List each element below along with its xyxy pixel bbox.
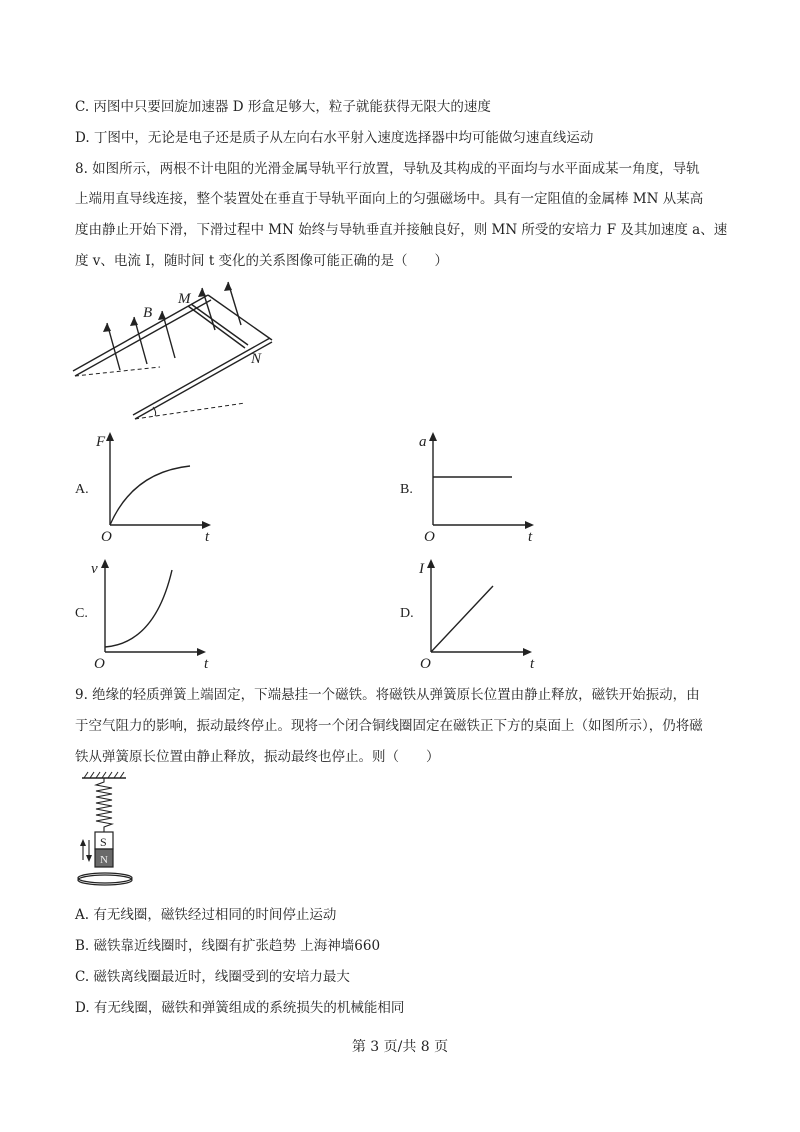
q8-option-d-graph	[416, 555, 546, 670]
q9-stem-line-1: 9. 绝缘的轻质弹簧上端固定，下端悬挂一个磁铁。将磁铁从弹簧原长位置由静止释放，磁铁开始振动，由	[75, 687, 700, 703]
magnet-label-s: S	[100, 835, 107, 849]
q8-stem-line-1: 8. 如图所示，两根不计电阻的光滑金属导轨平行放置，导轨及其构成的平面均与水平面成某一角度，导轨	[75, 161, 700, 177]
q8-stem-line-3: 度由静止开始下滑，下滑过程中 MN 始终与导轨垂直并接触良好，则 MN 所受的安培力 F 及其加速度 a、速	[75, 222, 728, 238]
x-axis-label: t	[530, 656, 535, 672]
q9-stem-line-3: 铁从弹簧原长位置由静止释放，振动最终也停止。则（ ）	[75, 749, 440, 765]
origin-label: O	[94, 656, 105, 672]
q8-stem-line-4: 度 v、电流 I，随时间 t 变化的关系图像可能正确的是（ ）	[75, 253, 449, 269]
q7-option-d: D. 丁图中，无论是电子还是质子从左向右水平射入速度选择器中均可能做匀速直线运动	[75, 130, 594, 146]
q8-option-b-graph	[418, 428, 548, 543]
y-axis-label: v	[91, 561, 98, 577]
q9-spring-magnet-figure	[70, 772, 140, 892]
field-label-b: B	[143, 305, 153, 321]
q8-option-a-graph	[95, 428, 225, 543]
q9-option-a: A. 有无线圈，磁铁经过相同的时间停止运动	[75, 907, 337, 923]
velocity-curve	[105, 570, 172, 647]
q8-option-d-letter: D.	[400, 606, 414, 621]
rod-end-label-n: N	[251, 351, 262, 367]
x-axis-label: t	[528, 529, 533, 545]
magnet-label-n: N	[100, 854, 108, 866]
q8-stem-line-2: 上端用直导线连接，整个装置处在垂直于导轨平面向上的匀强磁场中。具有一定阻值的金属棒 MN 从某高	[75, 191, 704, 207]
origin-label: O	[420, 656, 431, 672]
y-axis-label: F	[96, 434, 106, 450]
q9-option-c: C. 磁铁离线圈最近时，线圈受到的安培力最大	[75, 969, 350, 985]
x-axis-label: t	[204, 656, 209, 672]
q9-option-b: B. 磁铁靠近线圈时，线圈有扩张趋势 上海神墙660	[75, 938, 381, 954]
current-line	[431, 586, 493, 652]
y-axis-label: I	[419, 561, 424, 577]
q7-option-c: C. 丙图中只要回旋加速器 D 形盒足够大，粒子就能获得无限大的速度	[75, 99, 491, 115]
q9-stem-line-2: 于空气阻力的影响，振动最终停止。现将一个闭合铜线圈固定在磁铁正下方的桌面上（如图所示），仍将磁	[75, 718, 703, 734]
q8-option-c-letter: C.	[75, 606, 88, 621]
ampere-force-curve	[110, 466, 190, 525]
page-number: 第 3 页/共 8 页	[351, 1039, 449, 1055]
q8-option-c-graph	[90, 555, 220, 670]
q9-option-d: D. 有无线圈，磁铁和弹簧组成的系统损失的机械能相同	[75, 1000, 405, 1016]
y-axis-label: a	[419, 434, 427, 450]
origin-label: O	[424, 529, 435, 545]
spring	[96, 778, 112, 832]
rod-end-label-m: M	[178, 291, 191, 307]
origin-label: O	[101, 529, 112, 545]
q8-option-b-letter: B.	[400, 482, 413, 497]
q8-rail-figure	[65, 285, 285, 425]
x-axis-label: t	[205, 529, 210, 545]
q8-option-a-letter: A.	[75, 482, 89, 497]
